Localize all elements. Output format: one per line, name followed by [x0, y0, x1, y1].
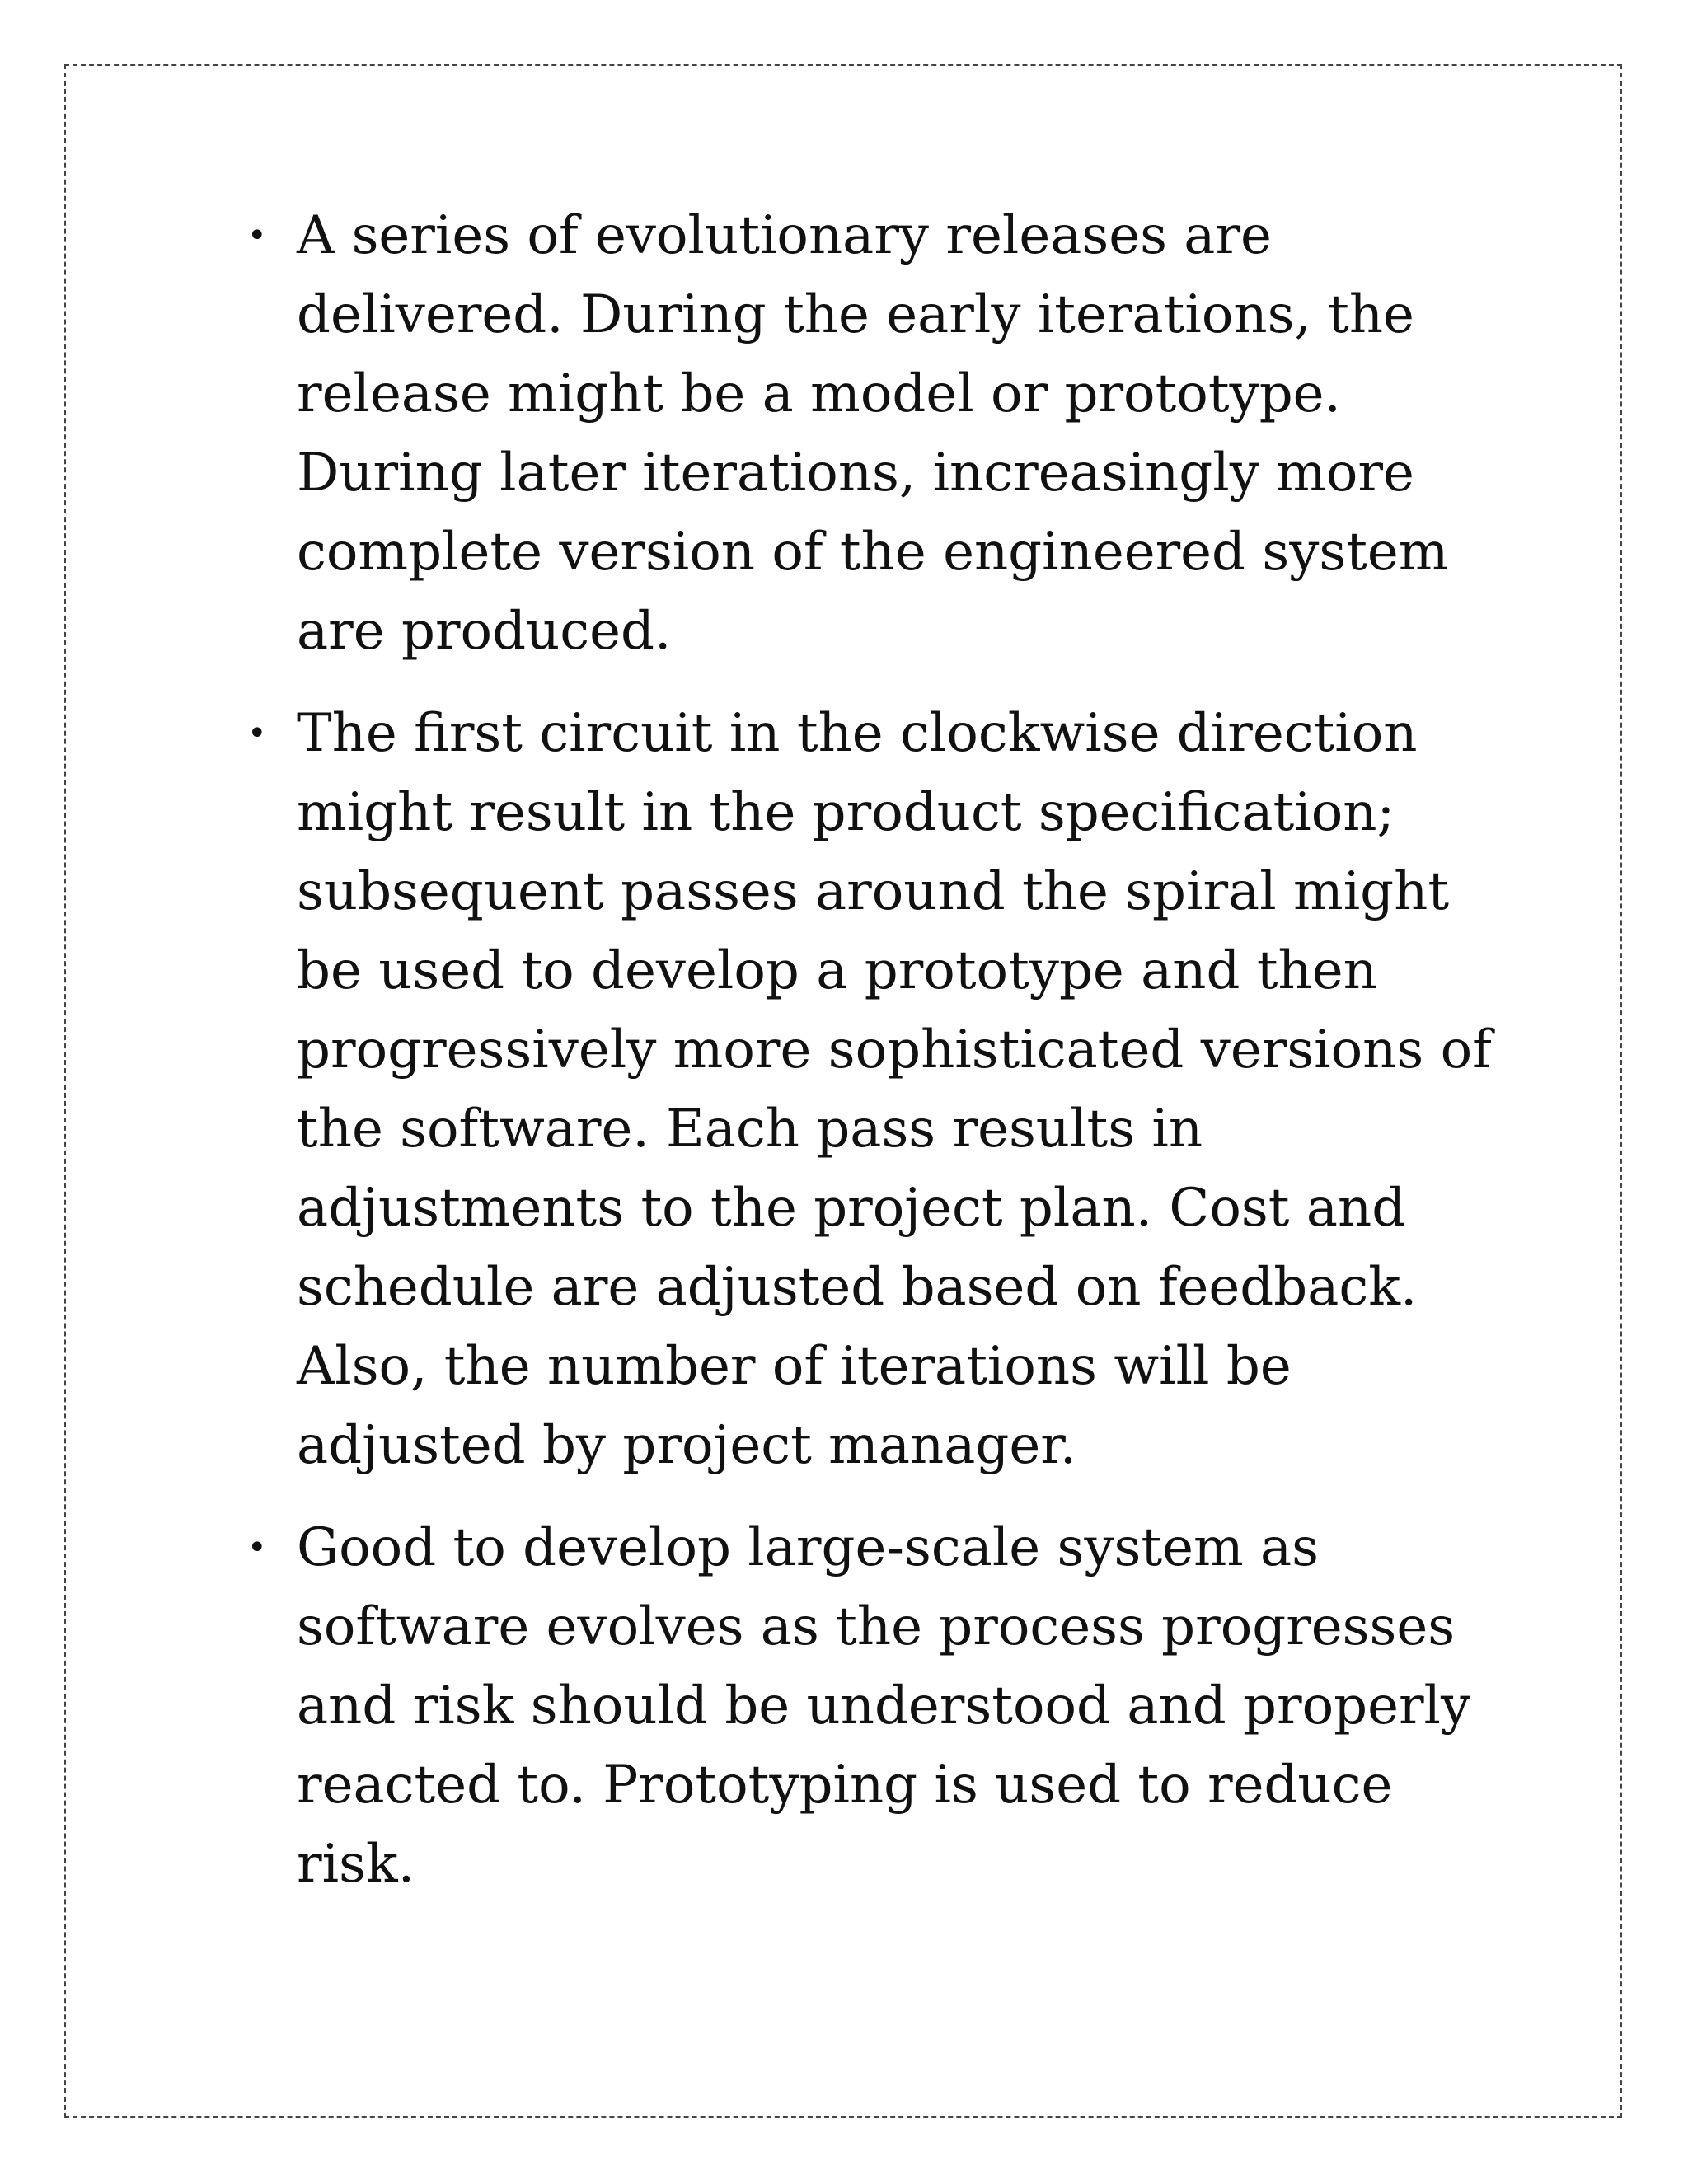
list-item [247, 196, 1517, 671]
bullet-icon: • [247, 1529, 267, 1567]
bullet-text: Good to develop large-scale system as software evolves as the process progresses and risk should be understood and properly reacted to. Prototyping is used to reduce risk. [297, 1517, 1471, 1895]
bullet-icon: • [247, 217, 267, 255]
bullet-icon: • [247, 715, 267, 752]
bullet-text: A series of evolutionary releases are delivered. During the early iterations, the release might be a model or prototype. During later iterations, increasingly more complete version of the engineered system are produced. [297, 205, 1449, 662]
list-item [247, 1508, 1517, 1904]
list-item [247, 694, 1517, 1485]
bullet-text: The first circuit in the clockwise direction might result in the product specification; subsequent passes around the spiral might be used to develop a prototype and then progressively more sophisticated versions of the software. Each pass results in adjustments to the project plan. Cost and schedule are adjusted based on feedback. Also, the number of iterations will be adjusted by project manager. [297, 703, 1492, 1476]
bullet-list [247, 196, 1517, 1927]
